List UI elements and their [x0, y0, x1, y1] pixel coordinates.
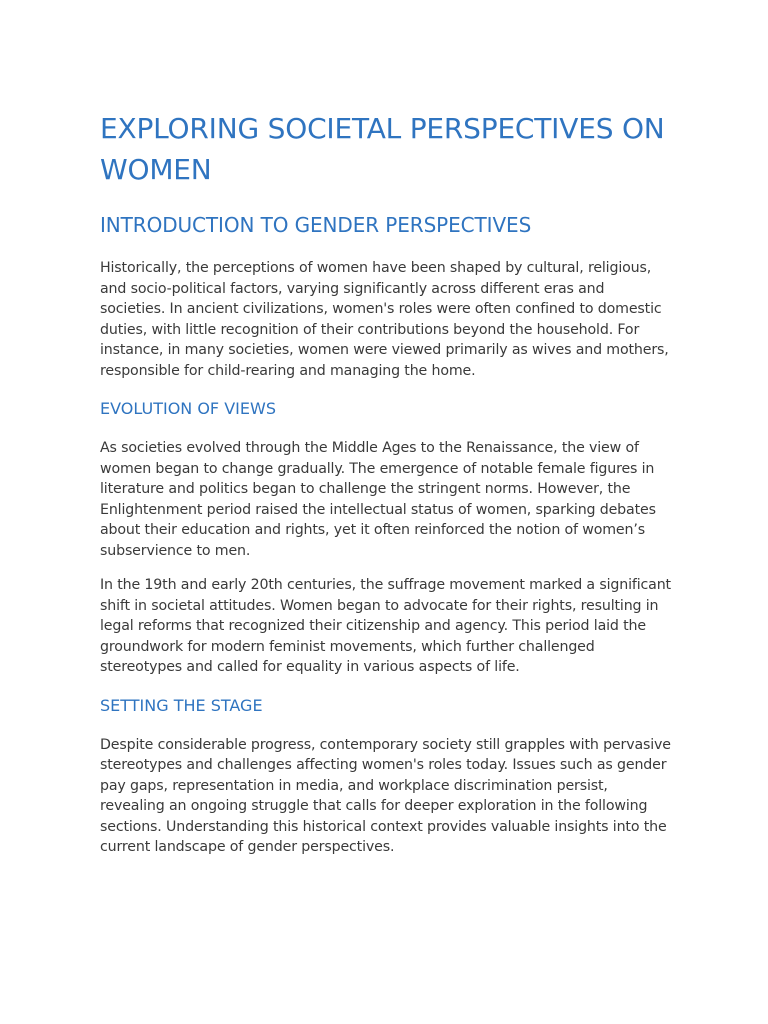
- section-heading-introduction: INTRODUCTION TO GENDER PERSPECTIVES: [100, 213, 532, 237]
- section-heading-setting-stage: SETTING THE STAGE: [100, 695, 263, 715]
- paragraph-setting-stage: Despite considerable progress, contemporary society still grapples with pervasive stereotypes and challenges affecting women's roles today. Issues such as gender pay gaps, representation in media, and workplace discrimination persist, revealing an ongoing struggle that calls for deeper exploration in the following sections. Understanding this historical context provides valuable insights into the current landscape of gender perspectives.: [100, 736, 671, 855]
- paragraph-evolution-2: In the 19th and early 20th centuries, the suffrage movement marked a significant shift in societal attitudes. Women began to advocate for their rights, resulting in legal reforms that recognized their citizenship and agency. This period laid the groundwork for modern feminist movements, which further challenged stereotypes and called for equality in various aspects of life.: [100, 577, 671, 675]
- paragraph-evolution-1: As societies evolved through the Middle Ages to the Renaissance, the view of women began to change gradually. The emergence of notable female figures in literature and politics began to challenge the stringent norms. However, the Enlightenment period raised the intellectual status of women, sparking debates about their education and rights, yet it often reinforced the notion of women’s subservience to men.: [100, 440, 656, 559]
- document-page: [100, 108, 672, 858]
- section-heading-evolution: EVOLUTION OF VIEWS: [100, 399, 276, 418]
- document-title: EXPLORING SOCIETAL PERSPECTIVES ON WOMEN: [100, 112, 665, 186]
- paragraph-introduction: Historically, the perceptions of women have been shaped by cultural, religious, and socio-political factors, varying significantly across different eras and societies. In ancient civilizations, women's roles were often confined to domestic duties, with little recognition of their contributions beyond the household. For instance, in many societies, women were viewed primarily as wives and mothers, responsible for child-rearing and managing the home.: [100, 260, 669, 379]
